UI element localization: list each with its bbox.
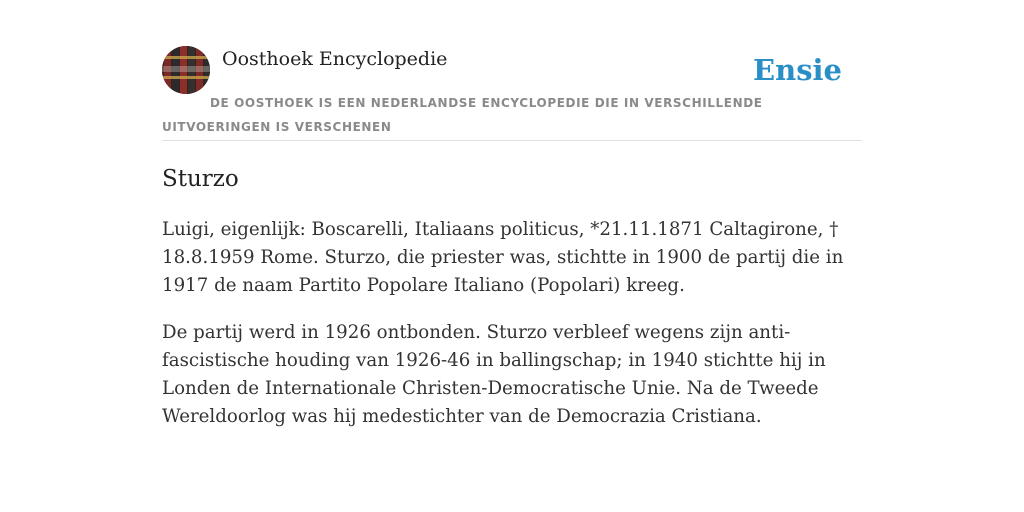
brand-logo[interactable]: Ensie (753, 53, 842, 87)
book-spines-icon (162, 46, 210, 94)
site-title[interactable]: Oosthoek Encyclopedie (222, 48, 448, 70)
article-paragraph-2: De partij werd in 1926 ontbonden. Sturzo verbleef wegens zijn anti-fascistische houding van 1926-46 in ballingschap; in 1940 stichtte hij in Londen de Internationale Christen-Democratische Unie. Na de Tweede Wereldoorlog was hij medestichter van de Democrazia Cristiana. (162, 322, 826, 427)
site-logo-avatar[interactable] (162, 46, 210, 94)
article-title: Sturzo (162, 166, 239, 192)
site-header (162, 46, 862, 141)
article-paragraph-1: Luigi, eigenlijk: Boscarelli, Italiaans politicus, *21.11.1871 Caltagirone, † 18.8.1959 Rome. Sturzo, die priester was, stichtte in 1900 de partij die in 1917 de naam Partito Popolare Italiano (Popolari) kreeg. (162, 219, 857, 296)
site-tagline: DE OOSTHOEK IS EEN NEDERLANDSE ENCYCLOPEDIE DIE IN VERSCHILLENDE UITVOERINGEN IS VERSCHENEN (162, 96, 763, 134)
article (162, 160, 868, 431)
